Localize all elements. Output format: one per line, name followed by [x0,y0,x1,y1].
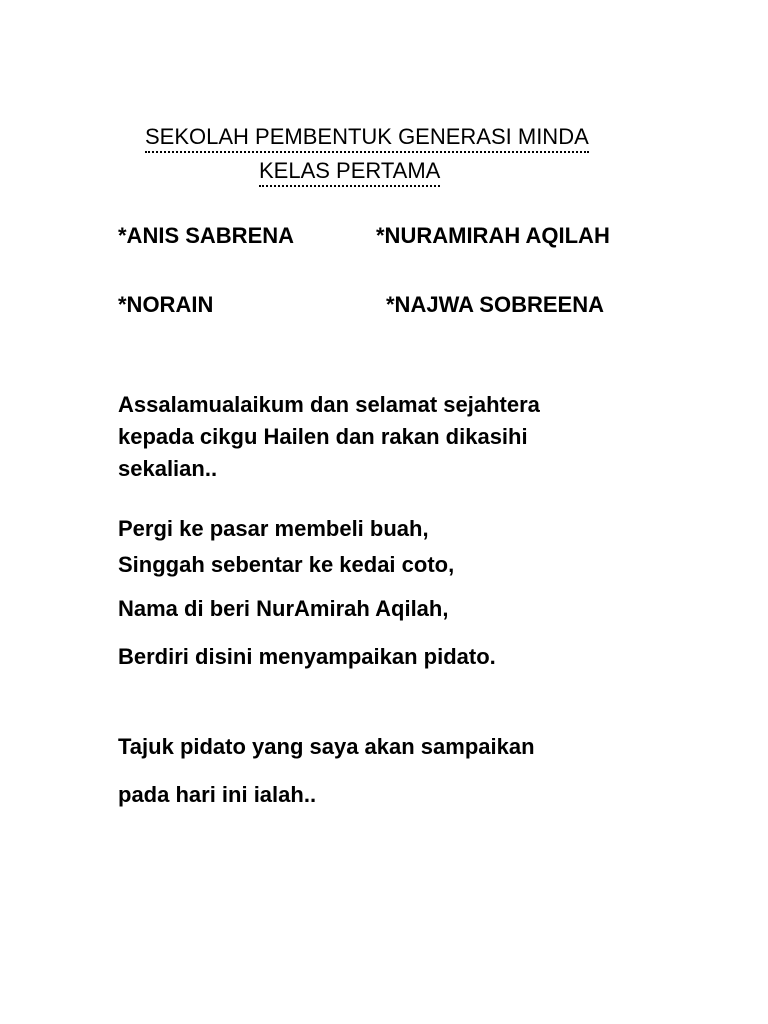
greeting-line: sekalian.. [118,456,218,481]
member-name: *NURAMIRAH AQILAH [376,223,610,248]
member-name: *NORAIN [118,292,214,317]
pantun-line: Singgah sebentar ke kedai coto, [118,552,455,577]
topic-line: Tajuk pidato yang saya akan sampaikan [118,734,535,759]
school-title: SEKOLAH PEMBENTUK GENERASI MINDA [145,124,589,153]
greeting-line: Assalamualaikum dan selamat sejahtera [118,392,540,417]
pantun-line: Berdiri disini menyampaikan pidato. [118,644,496,669]
class-title: KELAS PERTAMA [259,158,440,187]
pantun-line: Nama di beri NurAmirah Aqilah, [118,596,449,621]
topic-line: pada hari ini ialah.. [118,782,317,807]
member-name: *ANIS SABRENA [118,223,295,248]
pantun-line: Pergi ke pasar membeli buah, [118,516,429,541]
member-name: *NAJWA SOBREENA [386,292,604,317]
greeting-line: kepada cikgu Hailen dan rakan dikasihi [118,424,528,449]
